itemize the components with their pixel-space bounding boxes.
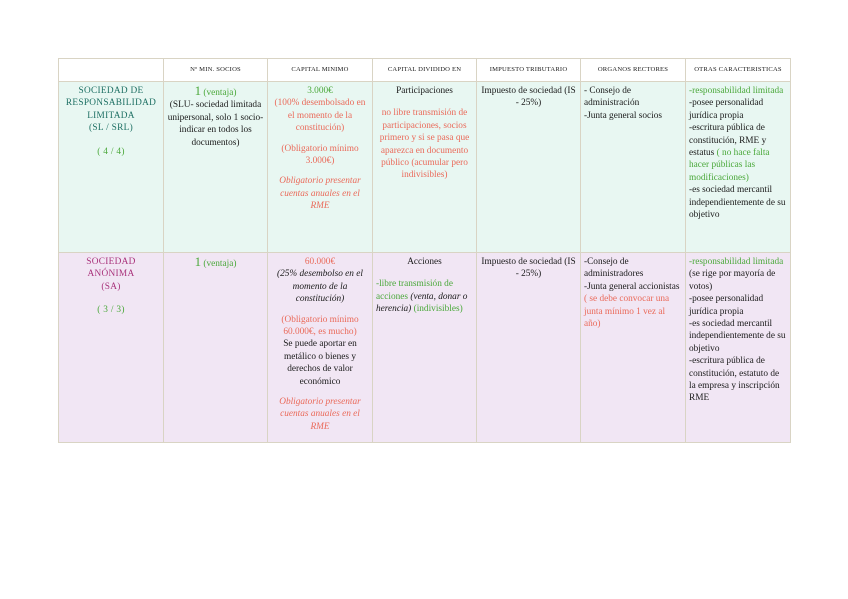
sa-name-cell	[59, 253, 164, 443]
sl-socios-num: 1	[194, 83, 202, 98]
sa-capital-amount: 60.000€	[304, 257, 336, 267]
sa-dividido-note2: (venta, donar o herencia)	[376, 291, 468, 315]
sa-socios-tag: (ventaja)	[203, 259, 237, 269]
header-otras: OTRAS CARACTERISTICAS	[686, 59, 791, 82]
sl-organos-cell	[581, 82, 686, 253]
sa-organos-2: -Junta general accionistas	[584, 281, 680, 292]
sa-organos-cell	[581, 253, 686, 443]
sl-socios-tag: (ventaja)	[203, 88, 237, 98]
sa-capital-min: (Obligatorio mínimo 60.000€, es mucho)	[281, 314, 359, 338]
sl-socios-note: (SLU- sociedad limitada unipersonal, solo 1 socio- indicar en todos los documentos)	[167, 100, 264, 148]
sa-otras-mid1: -posee personalidad jurídica propia	[689, 294, 764, 317]
sa-dividido-note3: (indivisibles)	[413, 304, 463, 315]
sa-otras-mid2: -es sociedad mercantil independientemente de su objetivo	[689, 319, 786, 354]
header-impuesto: IMPUESTO TRIBUTARIO	[477, 59, 581, 82]
sa-socios-cell	[164, 253, 268, 443]
sa-socios-num: 1	[194, 254, 202, 269]
sl-score: ( 4 / 4)	[97, 146, 125, 157]
sl-otras-mid1: -posee personalidad jurídica propia	[689, 98, 764, 121]
sl-dividido-note: no libre transmisión de participaciones, socios primero y si se pasa que aparezca en documento público (acumular pero indivisibles)	[379, 108, 470, 181]
sa-dividido-title: Acciones	[407, 257, 442, 267]
sa-otras-green: -responsabilidad limitada	[689, 257, 784, 267]
sl-impuesto-cell	[477, 82, 581, 253]
sa-impuesto: Impuesto de sociedad (IS - 25%)	[481, 257, 576, 280]
sl-capital-min: (Obligatorio mínimo 3.000€)	[281, 143, 359, 167]
sl-capital-cell	[268, 82, 373, 253]
sa-score: ( 3 / 3)	[97, 305, 125, 316]
sl-name-line-4: (SL / SRL)	[89, 123, 133, 134]
sa-capital-cell	[268, 253, 373, 443]
sl-dividido-title: Participaciones	[396, 86, 453, 96]
sl-otras-cell	[686, 82, 791, 253]
header-cell-empty	[59, 59, 164, 82]
sa-name-line-2: ANÓNIMA	[87, 269, 135, 280]
sl-organos-1: - Consejo de administración	[584, 86, 640, 109]
header-capital-dividido: CAPITAL DIVIDIDO EN	[373, 59, 477, 82]
header-organos: ORGANOS RECTORES	[581, 59, 686, 82]
sa-name-line-3: (SA)	[101, 281, 121, 292]
sa-organos-3: ( se debe convocar una junta mínimo 1 vez al año)	[584, 294, 670, 330]
sa-impuesto-cell	[477, 253, 581, 443]
sl-capital-amount: 3.000€	[307, 86, 333, 96]
sl-organos-2: -Junta general socios	[584, 110, 662, 121]
sa-otras-cell	[686, 253, 791, 443]
sa-dividido-note1: -libre transmisión de acciones	[376, 279, 453, 302]
sl-name-line-1: SOCIEDAD DE	[78, 86, 144, 96]
sa-capital-aport: Se puede aportar en metálico o bienes y derechos de valor económico	[283, 339, 357, 387]
comparison-table	[58, 58, 791, 443]
sa-capital-present: Obligatorio presentar cuentas anuales en el RME	[279, 397, 361, 432]
header-row	[59, 59, 791, 82]
sl-otras-end: -es sociedad mercantil independientemente de su objetivo	[689, 185, 786, 221]
sl-name-cell	[59, 82, 164, 253]
sl-capital-present: Obligatorio presentar cuentas anuales en el RME	[279, 176, 361, 212]
header-capital-minimo: CAPITAL MINIMO	[268, 59, 373, 82]
sl-otras-mid2: -escritura pública de constitución, RME y estatus	[689, 123, 767, 159]
sa-name-line-1: SOCIEDAD	[86, 257, 136, 267]
sl-capital-note: (100% desembolsado en el momento de la constitución)	[274, 98, 366, 134]
table-row-sa	[59, 253, 791, 443]
sa-dividido-cell	[373, 253, 477, 443]
sa-organos-1: -Consejo de administradores	[584, 257, 644, 280]
sl-otras-green2: ( no hace falta hacer públicas las modificaciones)	[689, 148, 770, 183]
table-row-sl	[59, 82, 791, 253]
sa-capital-note: (25% desembolso en el momento de la constitución)	[277, 269, 363, 305]
sa-otras-mid0: (se rige por mayoría de votos)	[689, 269, 776, 292]
sl-dividido-cell	[373, 82, 477, 253]
sl-socios-cell	[164, 82, 268, 253]
header-socios: Nº MIN. SOCIOS	[164, 59, 268, 82]
sl-name-line-3: LIMITADA	[87, 110, 135, 121]
sl-impuesto: Impuesto de sociedad (IS - 25%)	[481, 86, 576, 109]
sl-name-line-2: RESPONSABILIDAD	[65, 98, 157, 109]
sl-otras-green: -responsabilidad limitada	[689, 86, 784, 96]
sa-otras-mid3: -escritura pública de constitución, estatuto de la empresa y inscripción RME	[689, 356, 780, 404]
